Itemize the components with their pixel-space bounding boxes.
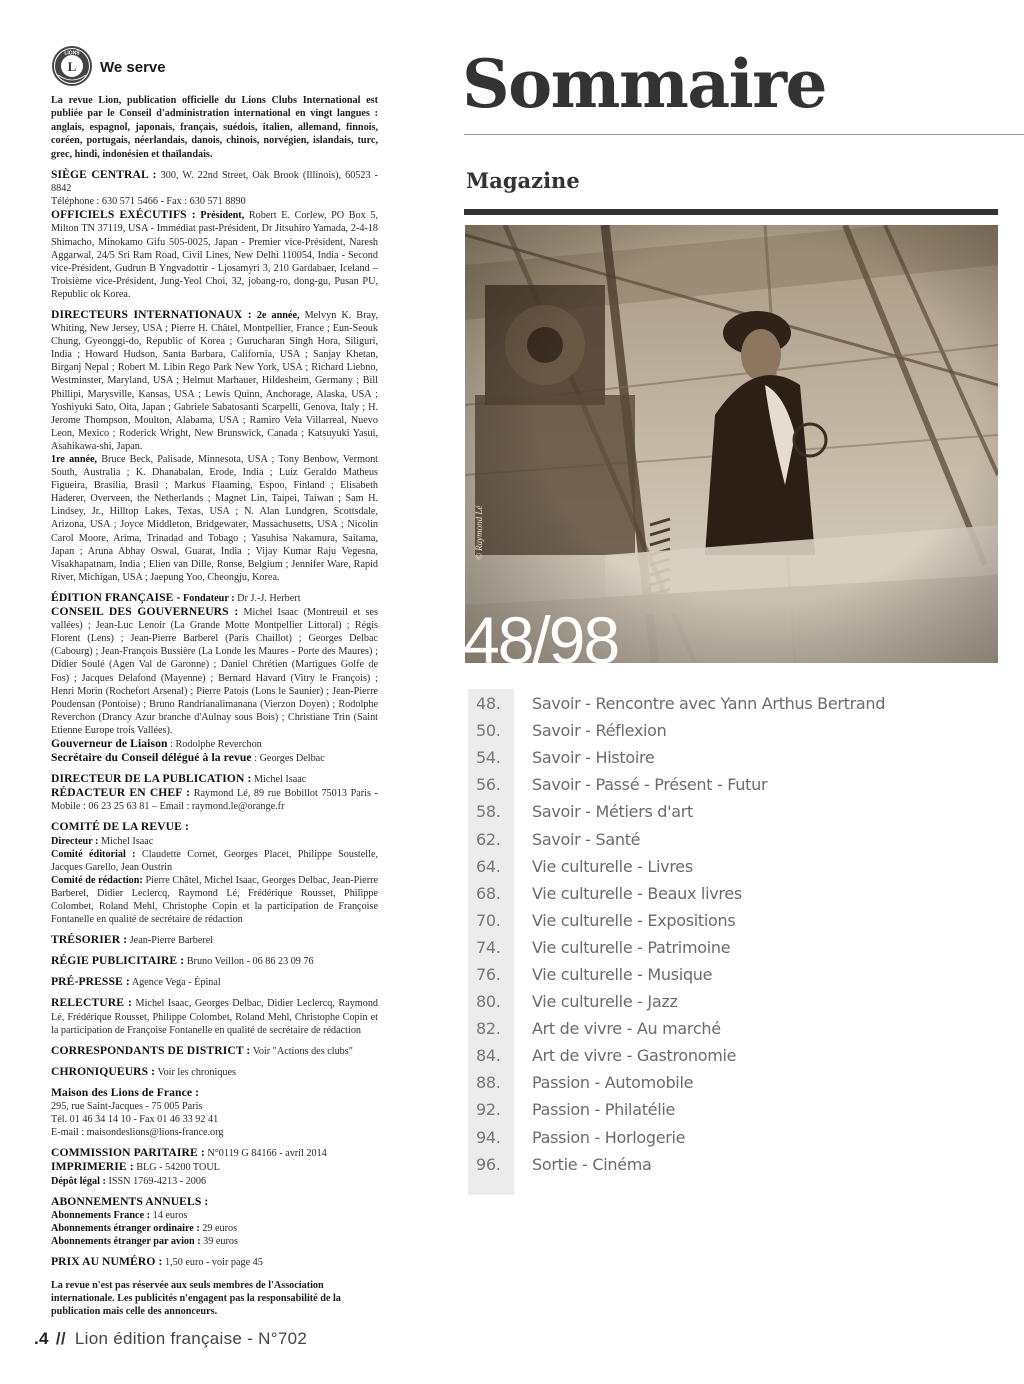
toc-page: 54. xyxy=(476,748,501,768)
toc-page: 74. xyxy=(476,937,501,957)
section-title: Magazine xyxy=(466,168,580,193)
lions-international-logo-icon xyxy=(51,45,93,87)
toc-item[interactable] xyxy=(468,825,1008,852)
toc-item[interactable] xyxy=(468,1096,1008,1123)
toc-page: 58. xyxy=(476,802,501,822)
toc-item[interactable] xyxy=(468,744,1008,771)
toc-page: 62. xyxy=(476,829,501,849)
toc-item[interactable] xyxy=(468,1015,1008,1042)
toc-title: Passion - Philatélie xyxy=(532,1100,676,1120)
directeurs-internationaux: DIRECTEURS INTERNATIONAUX : 2e année, Melvyn K. Bray, Whiting, New Jersey, USA ; Pierre H. Châtel, Montpellier, France ; Eun-Seouk Chung, Gyeonggi-do, Republic of Korea ; Gurucharan Singh Hora, Siliguri, India ; Howard Hudson, Santa Barbara, California, USA ; Sanjay Khetan, Birganj Nepal ; Robert M. Libin Rego Park New York, USA ; Richard Liebno, Westminster, Maryland, USA ; Helmut Marhauer, Hildesheim, Germany ; Bill Phillipi, Marysville, Kansas, USA ; Lewis Quinn, Anchorage, Alaska, USA ; Yoshiyuki Sato, Oita, Japan ; Gabriele Sabatosanti Scarpelli, Genova, Italy ; H. Jerome Thompson, Moulton, Alabama, USA ; Ramiro Vela Villarreal, Nuevo Leon, Mexico ; Roderick Wright, New Brunswick, Canada ; Katsuyuki Yasui, Asahikawa-shi, Japan. 1re année, Bruce Beck, Palisade, Minnesota, USA ; Tony Benbow, Vermont South, Australia ; K. Dhanabalan, Erode, India ; Luiz Geraldo Matheus Figueira, Brasília, Brasil ; Markus Flaaming, Espoo, Finland ; Elisabeth Haderer, Overveen, the Netherlands ; Magnet Lin, Taipei, Taiwan ; Sam H. Lindsey, Jr., Hilltop Lakes, Texas, USA ; N. Alan Lundgren, Scottsdale, Arizona, USA ; Joyce Middleton, Bridgewater, Massachusetts, USA ; Nicolin Carol Moore, Arima, Trinadad and Tobago ; Yasuhisa Nakamura, Saitama, Japan ; Aruna Abhay Oswal, Guarat, India ; Vijay Kumar Raju Vegesna, Visakhapatnam, India ; Elien van Dille, Ronse, Belgium ; Jennifer Ware, Rapid River, Michigan, USA ; Jaepung Yoo, Cheongju, Korea. xyxy=(51,307,379,583)
toc-item[interactable] xyxy=(468,880,1008,907)
prix-au-numero: PRIX AU NUMÉRO : 1,50 euro - voir page 45 xyxy=(51,1254,263,1268)
toc-item[interactable] xyxy=(468,1124,1008,1151)
toc-title: Passion - Automobile xyxy=(532,1073,694,1093)
intro-paragraph: La revue Lion, publication officielle du Lions Clubs International est publiée par le Conseil d'administration international en vingt langues : anglais, espagnol, japonais, français, suédois, italien, allemand, finnois, coréen, portugais, néerlandais, danois, chinois, norvégien, islandais, turc, grec, hindi, indonésien et thaïlandais. xyxy=(51,95,378,160)
toc-page: 76. xyxy=(476,964,501,984)
footer-separator: // xyxy=(55,1329,66,1348)
section-divider xyxy=(464,209,998,215)
table-of-contents xyxy=(468,690,1008,1178)
vintage-aviator-photo xyxy=(465,225,998,663)
siege-central: SIÈGE CENTRAL : 300, W. 22nd Street, Oak Brook (Illinois), 60523 - 8842 Téléphone : 630 571 5466 - Fax : 630 571 8890 xyxy=(51,168,378,208)
masthead-column xyxy=(51,44,378,1329)
biplane-pilot-illustration xyxy=(465,225,998,663)
toc-page: 88. xyxy=(476,1073,501,1093)
toc-item[interactable] xyxy=(468,1069,1008,1096)
toc-page: 92. xyxy=(476,1100,501,1120)
toc-item[interactable] xyxy=(468,961,1008,988)
toc-title: Art de vivre - Au marché xyxy=(532,1019,721,1039)
page-range-overlay: 48/98 xyxy=(463,603,619,677)
toc-item[interactable] xyxy=(468,798,1008,825)
photo-credit: © Raymond Lé xyxy=(474,505,484,560)
toc-title: Vie culturelle - Jazz xyxy=(532,992,678,1012)
relecture: RELECTURE : Michel Isaac, Georges Delbac, Didier Leclercq, Raymond Lé, Frédérique Rousset, Philippe Colombet, Roland Mehl, Christophe Copin et la participation de Françoise Fontanelle en qualité de secrétaire de rédaction xyxy=(51,996,379,1036)
toc-page: 50. xyxy=(476,721,501,741)
toc-title: Vie culturelle - Patrimoine xyxy=(532,937,731,957)
toc-item[interactable] xyxy=(468,717,1008,744)
pre-presse: PRÉ-PRESSE : Agence Vega - Épinal xyxy=(51,975,221,989)
comite-de-la-revue: COMITÉ DE LA REVUE : Directeur : Michel Isaac Comité éditorial : Claudette Cornet, Georges Placet, Philippe Soustelle, Jacques Garello, Jean Oustrin Comité de rédaction: Pierre Châtel, Michel Isaac, Georges Delbac, Jean-Pierre Barberel, Didier Leclercq, Raymond Lé, Frédérique Rousset, Philippe Colombet, Roland Mehl, Christophe Copin et la participation de Françoise Fontanelle en qualité de secrétaire de rédaction xyxy=(51,820,379,926)
motto: We serve xyxy=(100,58,166,76)
disclaimer: La revue n'est pas réservée aux seuls membres de l'Association internationale. Les publicités n'engagent pas la responsabilité de la publication mais celle des annonceurs. xyxy=(51,1280,341,1318)
page-title: Sommaire xyxy=(462,45,826,123)
toc-page: 80. xyxy=(476,992,501,1012)
toc-title: Savoir - Réflexion xyxy=(532,721,667,741)
toc-page: 96. xyxy=(476,1154,501,1174)
toc-page: 68. xyxy=(476,883,501,903)
toc-item[interactable] xyxy=(468,771,1008,798)
svg-text:L: L xyxy=(67,59,77,74)
commission-paritaire: COMMISSION PARITAIRE : N°0119 G 84166 - avril 2014 IMPRIMERIE : BLG - 54200 TOUL Dépôt légal : ISSN 1769-4213 - 2006 xyxy=(51,1146,327,1187)
toc-title: Savoir - Santé xyxy=(532,829,641,849)
toc-title: Art de vivre - Gastronomie xyxy=(532,1046,737,1066)
toc-item[interactable] xyxy=(468,1151,1008,1178)
page-footer xyxy=(34,1329,307,1349)
toc-page: 64. xyxy=(476,856,501,876)
chroniqueurs: CHRONIQUEURS : Voir les chroniques xyxy=(51,1064,237,1078)
toc-title: Vie culturelle - Beaux livres xyxy=(532,883,742,903)
toc-page: 94. xyxy=(476,1127,501,1147)
masthead-brand xyxy=(51,44,378,88)
toc-page: 48. xyxy=(476,694,501,714)
toc-item[interactable] xyxy=(468,853,1008,880)
toc-item[interactable] xyxy=(468,934,1008,961)
toc-page: 70. xyxy=(476,910,501,930)
regie-publicitaire: RÉGIE PUBLICITAIRE : Bruno Veillon - 06 86 23 09 76 xyxy=(51,954,314,968)
toc-title: Savoir - Passé - Présent - Futur xyxy=(532,775,768,795)
svg-text:LIONS: LIONS xyxy=(64,50,80,57)
toc-item[interactable] xyxy=(468,907,1008,934)
page-number: .4 xyxy=(34,1329,49,1348)
tresorier: TRÉSORIER : Jean-Pierre Barberel xyxy=(51,933,214,947)
officiels-executifs: OFFICIELS EXÉCUTIFS : Président, Robert E. Corlew, PO Box 5, Milton TN 37119, USA - Immédiat past-Président, Dr Jitsuhiro Yamada, 2-4-18 Shimacho, Minokamo Gifu 505-0025, Japan - Premier vice-Président, Naresh Aggarwal, 24/5 Sri Ram Road, Civil Lines, New Delhi 110054, India - Second vice-Président, Gudrun B Yngvadottir - Ljosamyri 3, 210 Gardabaer, Iceland – Troisième vice-Président, Jung-Yeol Choi, 32, jobang-ro, dong-gu, Pusan PU, Republic ok Korea. xyxy=(51,208,379,300)
toc-title: Vie culturelle - Livres xyxy=(532,856,693,876)
toc-item[interactable] xyxy=(468,1042,1008,1069)
toc-title: Vie culturelle - Musique xyxy=(532,964,713,984)
publication-direction: DIRECTEUR DE LA PUBLICATION : Michel Isaac RÉDACTEUR EN CHEF : Raymond Lé, 89 rue Bobillot 75013 Paris - Mobile : 06 23 25 63 81 – Email : raymond.le@orange.fr xyxy=(51,772,378,813)
toc-item[interactable] xyxy=(468,988,1008,1015)
title-divider xyxy=(464,134,1024,135)
toc-page: 82. xyxy=(476,1019,501,1039)
toc-title: Passion - Horlogerie xyxy=(532,1127,686,1147)
maison-des-lions: Maison des Lions de France : 295, rue Saint-Jacques - 75 005 Paris Tél. 01 46 34 14 10 - Fax 01 46 33 92 41 E-mail : maisondeslions@lions-france.org xyxy=(51,1085,224,1139)
toc-title: Savoir - Rencontre avec Yann Arthus Bertrand xyxy=(532,694,886,714)
toc-item[interactable] xyxy=(468,690,1008,717)
publication-title: Lion édition française - N°702 xyxy=(74,1329,308,1348)
edition-francaise: ÉDITION FRANÇAISE - Fondateur : Dr J.-J. Herbert xyxy=(51,590,301,604)
toc-title: Vie culturelle - Expositions xyxy=(532,910,736,930)
toc-title: Savoir - Métiers d'art xyxy=(532,802,694,822)
toc-page: 84. xyxy=(476,1046,501,1066)
correspondants-de-district: CORRESPONDANTS DE DISTRICT : Voir "Actions des clubs" xyxy=(51,1043,353,1057)
toc-title: Savoir - Histoire xyxy=(532,748,655,768)
toc-title: Sortie - Cinéma xyxy=(532,1154,652,1174)
abonnements-annuels: ABONNEMENTS ANNUELS : Abonnements France : 14 euros Abonnements étranger ordinaire : 29 euros Abonnements étranger par avion : 39 euros xyxy=(51,1194,238,1247)
toc-page: 56. xyxy=(476,775,501,795)
conseil-des-gouverneurs: CONSEIL DES GOUVERNEURS : Michel Isaac (Montreuil et ses vallées) ; Jean-Luc Lenoir (La Grande Motte Montpellier Littoral) ; Régis Florent (Lens) ; Jean-Pierre Barberel (Paris Chaillot) ; Georges Delbac (Cabourg) ; Jean-François Bussière (La Londe les Maures - Porte des Maures) ; Didier Soulé (Agen Val de Garonne) ; Daniel Chrétien (Martigues Golfe de Fos) ; Jacques Delafond (Mayenne) ; Bernard Havard (Vitry le François) ; Henri Morin (Rochefort Arsenal) ; Pierre Patois (Lons le Saunier) ; Jean-Pierre Poudensan (Pontoise) ; Bruno Randrianalimanana (Vierzon Doyen) ; Rodolphe Reverchon (Drancy Azur branche d'Aulnay sous Bois) ; Christiane Trin (Saint Etienne Europe trois Vallées). Gouverneur de Liaison : Rodolphe Reverchon Secrétaire du Conseil délégué à la revue : Georges Delbac xyxy=(51,605,379,765)
